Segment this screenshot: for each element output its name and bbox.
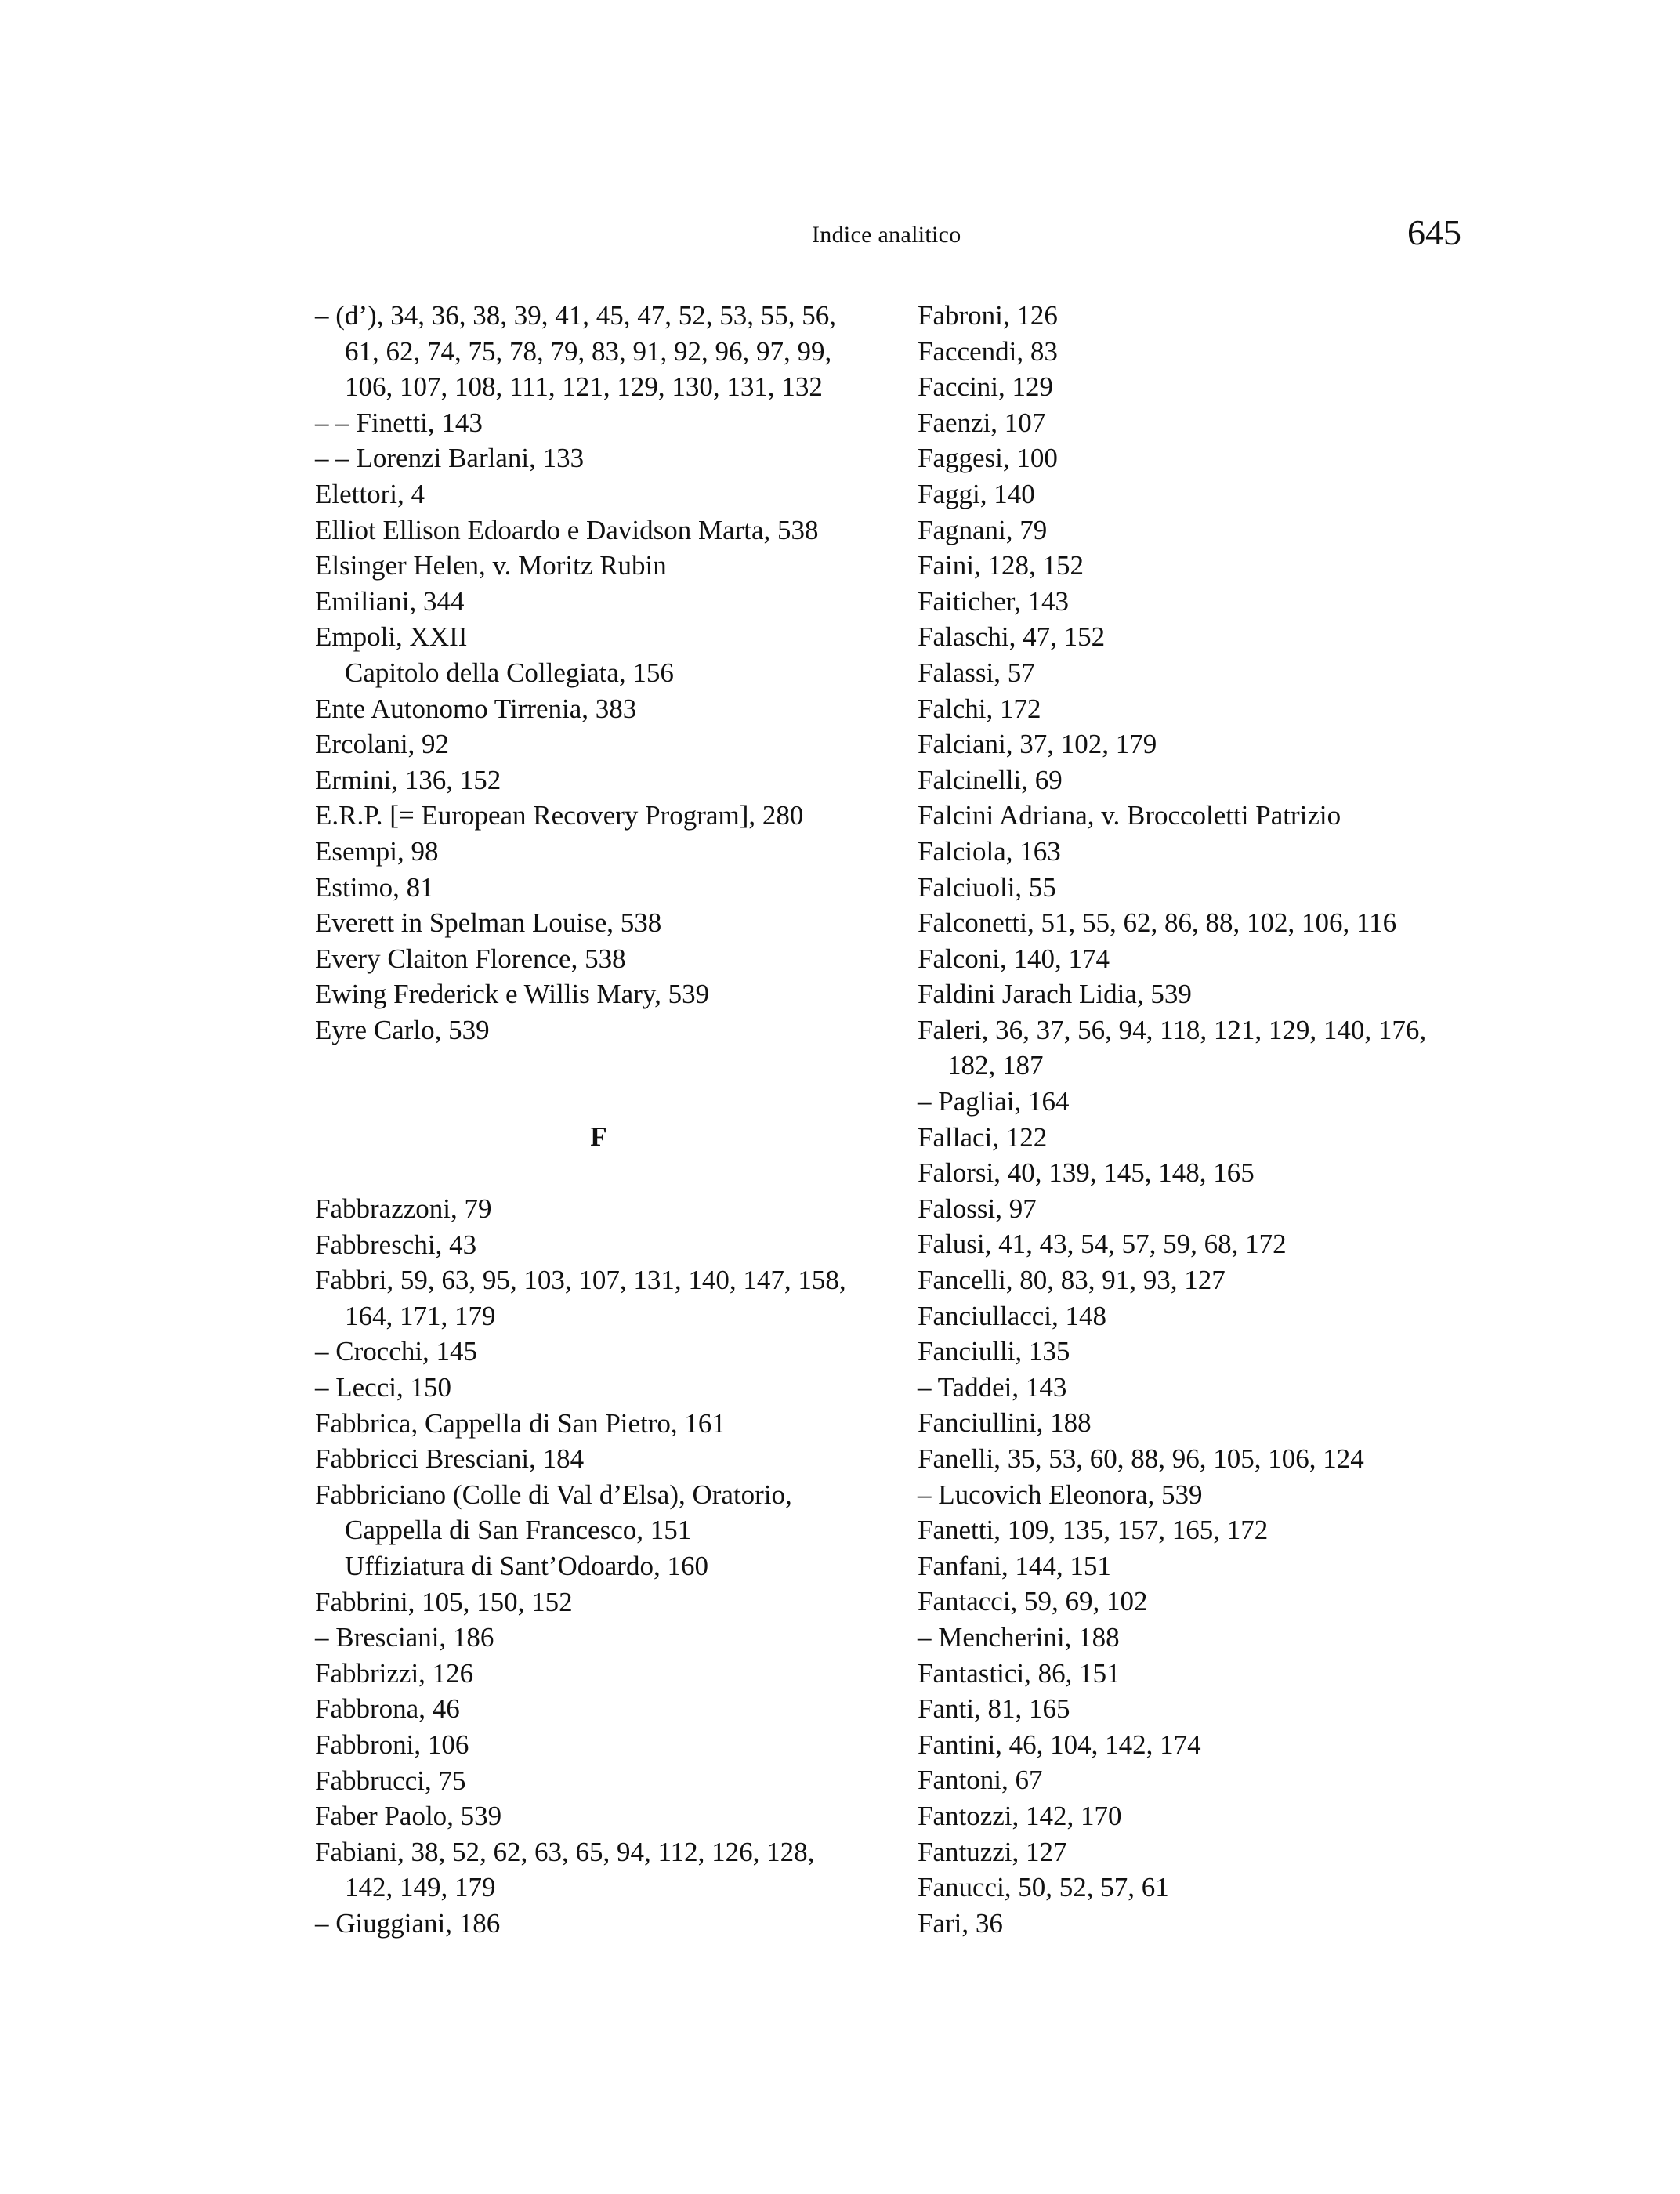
page-number: 645: [1407, 212, 1461, 252]
index-entry: Falcinelli, 69: [918, 764, 1063, 795]
index-entry: Fantozzi, 142, 170: [918, 1800, 1122, 1831]
index-entry: – (d’), 34, 36, 38, 39, 41, 45, 47, 52, 53, 55, 56,: [315, 300, 836, 331]
index-entry: Faccendi, 83: [918, 335, 1058, 367]
index-entry: Empoli, XXII: [315, 621, 468, 653]
index-entry: Emiliani, 344: [315, 585, 465, 617]
index-entry: Fanucci, 50, 52, 57, 61: [918, 1872, 1169, 1903]
index-entry: Falassi, 57: [918, 657, 1035, 688]
index-entry-continuation: 61, 62, 74, 75, 78, 79, 83, 91, 92, 96, 97, 99,: [345, 335, 832, 367]
index-entry-continuation: Cappella di San Francesco, 151: [345, 1515, 692, 1546]
index-entry: Fabbrizzi, 126: [315, 1657, 474, 1689]
running-head: Indice analitico: [812, 222, 961, 248]
index-entry: Falaschi, 47, 152: [918, 621, 1106, 653]
index-entry: Fantini, 46, 104, 142, 174: [918, 1729, 1201, 1760]
index-entry: Fabbroni, 106: [315, 1729, 469, 1760]
index-entry: Elliot Ellison Edoardo e Davidson Marta, 538: [315, 514, 819, 545]
index-entry: Fantastici, 86, 151: [918, 1657, 1121, 1689]
index-entry: Eyre Carlo, 539: [315, 1014, 490, 1045]
left-column: [315, 298, 895, 1942]
index-entry: Fantoni, 67: [918, 1765, 1043, 1796]
index-entry-continuation: 106, 107, 108, 111, 121, 129, 130, 131, 132: [345, 371, 823, 403]
index-entry: Fanelli, 35, 53, 60, 88, 96, 105, 106, 124: [918, 1443, 1364, 1474]
index-entry: Fabbrica, Cappella di San Pietro, 161: [315, 1407, 726, 1439]
index-entry: – Lecci, 150: [315, 1372, 451, 1403]
index-entry: Fabbreschi, 43: [315, 1229, 477, 1260]
index-entry: Faber Paolo, 539: [315, 1801, 502, 1832]
index-entry: Elsinger Helen, v. Moritz Rubin: [315, 550, 667, 581]
index-entry: Faiticher, 143: [918, 585, 1069, 617]
index-entry: – Mencherini, 188: [918, 1621, 1120, 1653]
index-entry: Fabbrucci, 75: [315, 1765, 466, 1796]
index-entry: Falciola, 163: [918, 835, 1061, 867]
index-entry: Faenzi, 107: [918, 407, 1046, 438]
index-entry: – Lucovich Eleonora, 539: [918, 1479, 1203, 1510]
index-entry: Falusi, 41, 43, 54, 57, 59, 68, 172: [918, 1229, 1287, 1260]
index-entry: Fabbrazzoni, 79: [315, 1193, 492, 1225]
index-entry: Falconetti, 51, 55, 62, 86, 88, 102, 106, 116: [918, 907, 1397, 939]
index-entry: Faldini Jarach Lidia, 539: [918, 979, 1192, 1010]
right-column: [918, 298, 1497, 1941]
index-entry: – Pagliai, 164: [918, 1086, 1070, 1117]
index-entry: Estimo, 81: [315, 871, 434, 903]
index-entry: Fagnani, 79: [918, 514, 1048, 545]
index-entry: Fabbri, 59, 63, 95, 103, 107, 131, 140, 147, 158,: [315, 1265, 846, 1296]
index-entry: Faini, 128, 152: [918, 550, 1084, 581]
index-entry: Fallaci, 122: [918, 1121, 1048, 1153]
index-entry: Ewing Frederick e Willis Mary, 539: [315, 979, 710, 1010]
index-entry: Every Claiton Florence, 538: [315, 943, 626, 974]
index-entry: Falconi, 140, 174: [918, 943, 1110, 974]
index-entry: Elettori, 4: [315, 478, 425, 509]
index-entry: Falcini Adriana, v. Broccoletti Patrizio: [918, 800, 1341, 831]
index-entry: Ermini, 136, 152: [315, 764, 501, 795]
index-entry: Faggi, 140: [918, 478, 1035, 509]
index-entry: Fabbrona, 46: [315, 1693, 460, 1725]
index-entry: Fancelli, 80, 83, 91, 93, 127: [918, 1265, 1226, 1296]
index-entry-continuation: 142, 149, 179: [345, 1872, 496, 1903]
index-entry: Fabbriciano (Colle di Val d’Elsa), Oratorio,: [315, 1479, 792, 1510]
index-entry: Fabroni, 126: [918, 300, 1058, 331]
index-entry: – – Finetti, 143: [315, 407, 483, 438]
index-entry: Fanetti, 109, 135, 157, 165, 172: [918, 1515, 1269, 1546]
index-entry: – Giuggiani, 186: [315, 1907, 501, 1939]
index-entry: Fanfani, 144, 151: [918, 1550, 1111, 1581]
index-subentry: Uffiziatura di Sant’Odoardo, 160: [345, 1551, 708, 1581]
index-entry: Fantacci, 59, 69, 102: [918, 1586, 1148, 1617]
index-entry: Fantuzzi, 127: [918, 1836, 1067, 1867]
index-entry: – – Lorenzi Barlani, 133: [315, 443, 585, 474]
index-subentry: Capitolo della Collegiata, 156: [345, 657, 674, 688]
index-entry: Faleri, 36, 37, 56, 94, 118, 121, 129, 140, 176,: [918, 1014, 1427, 1045]
index-entry: Falchi, 172: [918, 693, 1041, 724]
index-entry: Falciuoli, 55: [918, 871, 1056, 903]
index-entry: Everett in Spelman Louise, 538: [315, 907, 662, 939]
index-entry: Fanti, 81, 165: [918, 1693, 1070, 1725]
index-entry: Esempi, 98: [315, 835, 439, 867]
index-entry: Fanciullini, 188: [918, 1407, 1092, 1439]
index-entry: Falossi, 97: [918, 1193, 1037, 1224]
index-entry: – Bresciani, 186: [315, 1622, 494, 1653]
index-entry-continuation: 164, 171, 179: [345, 1300, 496, 1331]
index-entry: Falorsi, 40, 139, 145, 148, 165: [918, 1157, 1255, 1189]
index-entry: Faggesi, 100: [918, 443, 1058, 474]
index-entry: Fabiani, 38, 52, 62, 63, 65, 94, 112, 126, 128,: [315, 1836, 815, 1867]
index-entry: E.R.P. [= European Recovery Program], 280: [315, 800, 804, 831]
index-entry: Fanciullacci, 148: [918, 1300, 1107, 1331]
index-entry: Fanciulli, 135: [918, 1336, 1070, 1367]
index-entry: Fabbricci Bresciani, 184: [315, 1443, 585, 1475]
index-entry: Falciani, 37, 102, 179: [918, 729, 1157, 760]
index-entry: Ercolani, 92: [315, 729, 450, 760]
index-entry: Ente Autonomo Tirrenia, 383: [315, 693, 637, 724]
index-entry: – Crocchi, 145: [315, 1336, 478, 1367]
index-entry: – Taddei, 143: [918, 1371, 1067, 1403]
section-letter-heading: F: [590, 1121, 607, 1153]
index-entry: Faccini, 129: [918, 371, 1054, 403]
index-entry: Fari, 36: [918, 1907, 1003, 1939]
index-entry-continuation: 182, 187: [947, 1050, 1044, 1081]
index-entry: Fabbrini, 105, 150, 152: [315, 1586, 573, 1617]
